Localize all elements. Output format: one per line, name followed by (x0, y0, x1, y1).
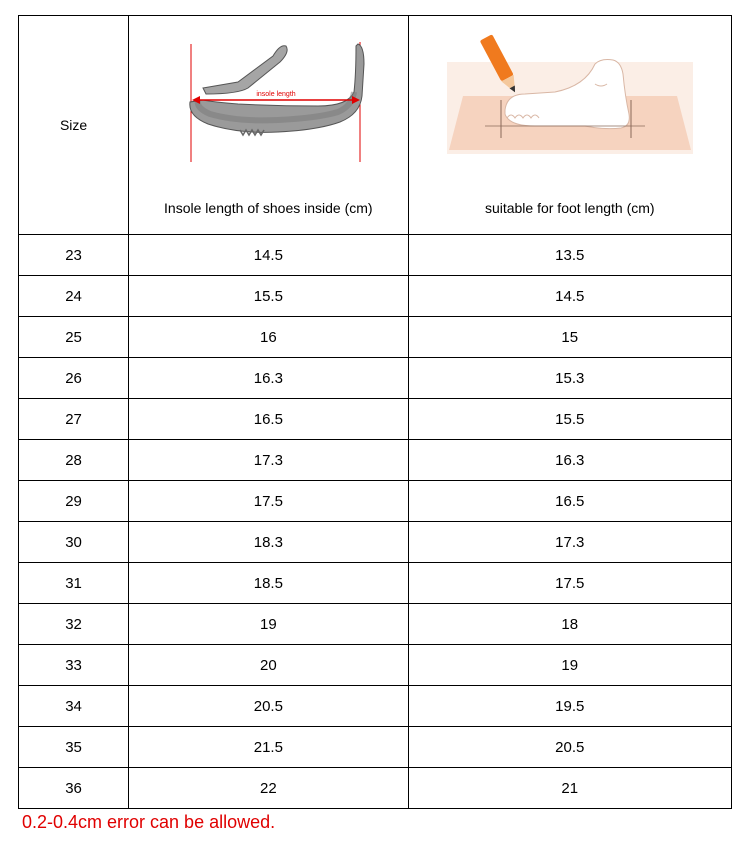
insole-cell: 16 (129, 317, 408, 358)
insole-diagram-label: insole length (256, 91, 296, 98)
tolerance-note: 0.2-0.4cm error can be allowed. (22, 812, 276, 832)
foot-cell: 15 (408, 317, 731, 358)
insole-cell: 16.5 (129, 399, 408, 440)
foot-cell: 20.5 (408, 727, 731, 768)
table-row (19, 645, 732, 686)
foot-cell: 17.5 (408, 563, 731, 604)
foot-cell: 21 (408, 768, 731, 809)
size-cell: 34 (19, 686, 129, 727)
size-cell: 32 (19, 604, 129, 645)
insole-cell: 16.3 (129, 358, 408, 399)
size-cell: 31 (19, 563, 129, 604)
table-row (19, 522, 732, 563)
size-cell: 27 (19, 399, 129, 440)
table-row (19, 440, 732, 481)
foot-cell: 17.3 (408, 522, 731, 563)
table-row (19, 563, 732, 604)
foot-cell: 15.5 (408, 399, 731, 440)
insole-cell: 20 (129, 645, 408, 686)
size-cell: 35 (19, 727, 129, 768)
foot-measure-icon (409, 34, 731, 184)
size-cell: 25 (19, 317, 129, 358)
foot-cell: 19 (408, 645, 731, 686)
insole-cell: 22 (129, 768, 408, 809)
size-cell: 26 (19, 358, 129, 399)
size-cell: 36 (19, 768, 129, 809)
foot-header-cell (408, 16, 731, 235)
insole-cell: 15.5 (129, 276, 408, 317)
foot-cell: 16.5 (408, 481, 731, 522)
table-row (19, 481, 732, 522)
size-cell: 28 (19, 440, 129, 481)
shoe-insole-measure-icon (129, 34, 407, 184)
size-cell: 30 (19, 522, 129, 563)
table-row (19, 358, 732, 399)
insole-cell: 21.5 (129, 727, 408, 768)
table-row (19, 399, 732, 440)
table-row (19, 276, 732, 317)
insole-header-cell (129, 16, 408, 235)
size-cell: 24 (19, 276, 129, 317)
size-header-label: Size (59, 116, 88, 133)
insole-cell: 18.3 (129, 522, 408, 563)
foot-cell: 18 (408, 604, 731, 645)
size-chart-table (18, 15, 732, 809)
insole-cell: 19 (129, 604, 408, 645)
foot-cell: 15.3 (408, 358, 731, 399)
table-row (19, 317, 732, 358)
size-cell: 29 (19, 481, 129, 522)
insole-header-label: Insole length of shoes inside (cm) (164, 200, 373, 216)
size-cell: 33 (19, 645, 129, 686)
foot-cell: 13.5 (408, 235, 731, 276)
table-row (19, 727, 732, 768)
header-row (19, 16, 732, 235)
table-row (19, 686, 732, 727)
table-row (19, 768, 732, 809)
insole-cell: 20.5 (129, 686, 408, 727)
insole-cell: 17.5 (129, 481, 408, 522)
foot-cell: 16.3 (408, 440, 731, 481)
insole-cell: 14.5 (129, 235, 408, 276)
table-row (19, 604, 732, 645)
foot-cell: 19.5 (408, 686, 731, 727)
foot-cell: 14.5 (408, 276, 731, 317)
insole-cell: 18.5 (129, 563, 408, 604)
size-header-cell (19, 16, 129, 235)
size-cell: 23 (19, 235, 129, 276)
insole-cell: 17.3 (129, 440, 408, 481)
foot-header-label: suitable for foot length (cm) (484, 200, 655, 216)
table-row (19, 235, 732, 276)
